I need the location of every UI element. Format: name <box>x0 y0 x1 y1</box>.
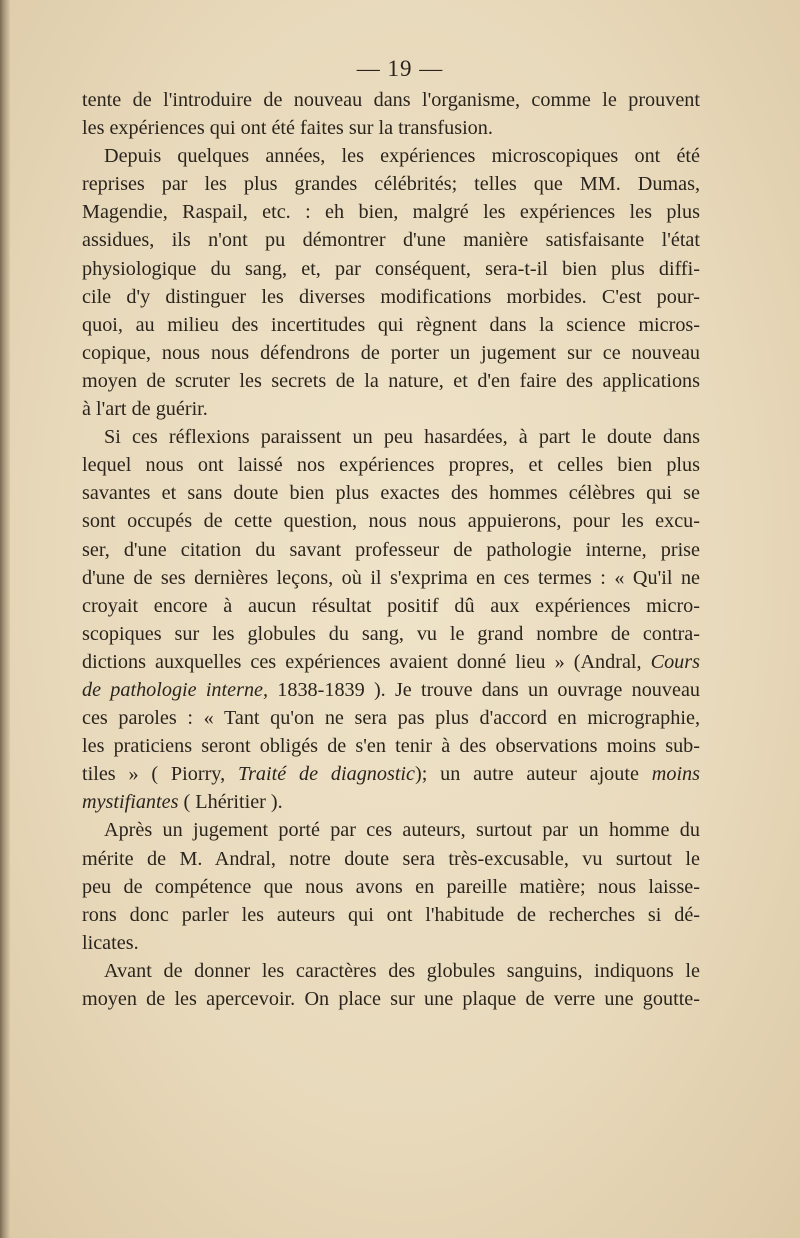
text-line: ser, d'une citation du savant professeur de pathologie interne, prise <box>82 538 700 561</box>
text-line: copique, nous nous défendrons de porter un jugement sur ce nouveau <box>82 341 700 364</box>
paragraph <box>82 423 700 816</box>
text-line: moyen de scruter les secrets de la nature, et d'en faire des applications <box>82 369 700 392</box>
text-line: lequel nous ont laissé nos expériences propres, et celles bien plus <box>82 454 700 477</box>
text-line: Après un jugement porté par ces auteurs, surtout par un homme du <box>104 819 700 842</box>
book-title-italic: Cours <box>650 650 700 673</box>
text-line <box>82 676 700 704</box>
text-line <box>82 760 700 788</box>
text-segment: 1838-1839 ). Je trouve dans un ouvrage nouveau <box>268 678 700 701</box>
text-line: d'une de ses dernières leçons, où il s'exprima en ces termes : « Qu'il ne <box>82 566 700 589</box>
text-segment: ); un autre auteur ajoute <box>415 763 652 786</box>
page-spine-edge <box>0 0 10 1238</box>
body-text <box>82 86 700 1013</box>
text-line: reprises par les plus grandes célébrités; telles que MM. Dumas, <box>82 173 700 196</box>
text-line: croyait encore à aucun résultat positif dû aux expériences micro- <box>82 594 700 617</box>
text-line: peu de compétence que nous avons en pareille matière; nous laisse- <box>82 875 700 898</box>
text-line: tente de l'introduire de nouveau dans l'organisme, comme le prouvent <box>82 89 700 111</box>
text-segment: tiles » ( Piorry, <box>82 763 238 786</box>
text-line: licates. <box>82 931 139 954</box>
text-line: scopiques sur les globules du sang, vu le grand nombre de contra- <box>82 622 700 645</box>
book-title-italic: de pathologie interne, <box>82 678 269 701</box>
text-line: Depuis quelques années, les expériences microscopiques ont été <box>104 145 700 168</box>
text-line: quoi, au milieu des incertitudes qui règnent dans la science micros- <box>82 313 700 336</box>
text-segment: ( Lhéritier ). <box>178 791 283 814</box>
text-line: sont occupés de cette question, nous nous appuierons, pour les excu- <box>82 510 700 533</box>
paragraph <box>82 816 700 956</box>
text-line: Si ces réflexions paraissent un peu hasardées, à part le doute dans <box>104 426 700 449</box>
text-segment: dictions auxquelles ces expériences avaient donné lieu » (Andral, <box>82 650 642 673</box>
text-line: assidues, ils n'ont pu démontrer d'une manière satisfaisante l'état <box>82 229 700 252</box>
italic-word: moins <box>651 763 700 786</box>
text-line: mérite de M. Andral, notre doute sera très-excusable, vu surtout le <box>82 847 700 870</box>
paragraph <box>82 142 700 423</box>
paragraph <box>82 957 700 1013</box>
text-line: cile d'y distinguer les diverses modifications morbides. C'est pour- <box>82 285 700 308</box>
page-number: — 19 — <box>356 56 444 81</box>
text-line: Avant de donner les caractères des globules sanguins, indiquons le <box>104 959 700 982</box>
text-line: rons donc parler les auteurs qui ont l'habitude de recherches si dé- <box>82 903 700 926</box>
text-line: physiologique du sang, et, par conséquent, sera-t-il bien plus diffi- <box>82 257 700 280</box>
book-title-italic: Traité de diagnostic <box>237 763 416 786</box>
text-line: à l'art de guérir. <box>82 398 208 421</box>
text-line: ces paroles : « Tant qu'on ne sera pas plus d'accord en micrographie, <box>82 707 700 730</box>
text-line: savantes et sans doute bien plus exactes des hommes célèbres qui se <box>82 482 700 505</box>
italic-word: mystifiantes <box>82 791 179 814</box>
text-line <box>82 648 700 676</box>
text-line: moyen de les apercevoir. On place sur une plaque de verre une goutte- <box>82 988 700 1010</box>
text-line: les praticiens seront obligés de s'en tenir à des observations moins sub- <box>82 735 700 758</box>
text-line: Magendie, Raspail, etc. : eh bien, malgré les expériences les plus <box>82 201 700 224</box>
text-line: les expériences qui ont été faites sur la transfusion. <box>82 117 493 140</box>
text-line <box>82 788 700 816</box>
paragraph <box>82 86 700 142</box>
